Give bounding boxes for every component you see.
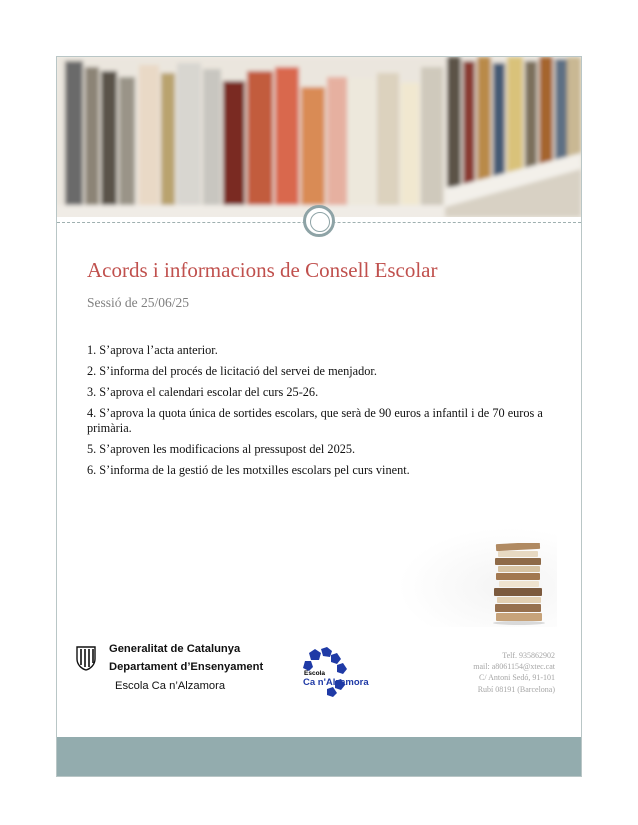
footer-band [57, 737, 581, 777]
list-item: 5. S’aproven les modificacions al pressupost del 2025. [87, 442, 356, 456]
list-item: 2. S’informa del procés de licitació del servei de menjador. [87, 364, 377, 378]
bookshelf-header-image [57, 57, 581, 217]
contact-block [473, 650, 555, 695]
list-item: 3. S’aprova el calendari escolar del curs 25-26. [87, 385, 319, 399]
document-page [56, 56, 582, 777]
document-title: Acords i informacions de Consell Escolar [87, 258, 438, 282]
list-item: 4. S’aprova la quota única de sortides escolars, que serà de 90 euros a infantil i de 70 euros a primària. [87, 406, 543, 435]
generalitat-emblem-icon [75, 645, 97, 671]
school-logo-name: Ca n'Alzamora [303, 677, 369, 688]
session-date: Sessió de 25/06/25 [87, 295, 190, 310]
institution-line-2: Departament d’Ensenyament [109, 661, 264, 673]
contact-mail: mail: a8061154@xtec.cat [473, 662, 555, 672]
agreements-list [87, 343, 557, 484]
contact-address: C/ Antoni Sedó, 91-101 [478, 673, 555, 683]
contact-phone: Telf. 935862902 [502, 651, 555, 660]
institution-line-3: Escola Ca n’Alzamora [115, 680, 226, 692]
book-stack-image [397, 527, 557, 627]
list-item: 1. S’aprova l’acta anterior. [87, 343, 218, 357]
list-item: 6. S’informa de la gestió de les motxilles escolars pel curs vinent. [87, 463, 410, 477]
ring-ornament-icon [303, 205, 335, 237]
contact-city: Rubí 08191 (Barcelona) [477, 684, 555, 694]
school-logo-small-text: Escola [304, 670, 325, 677]
institution-line-1: Generalitat de Catalunya [109, 643, 241, 655]
